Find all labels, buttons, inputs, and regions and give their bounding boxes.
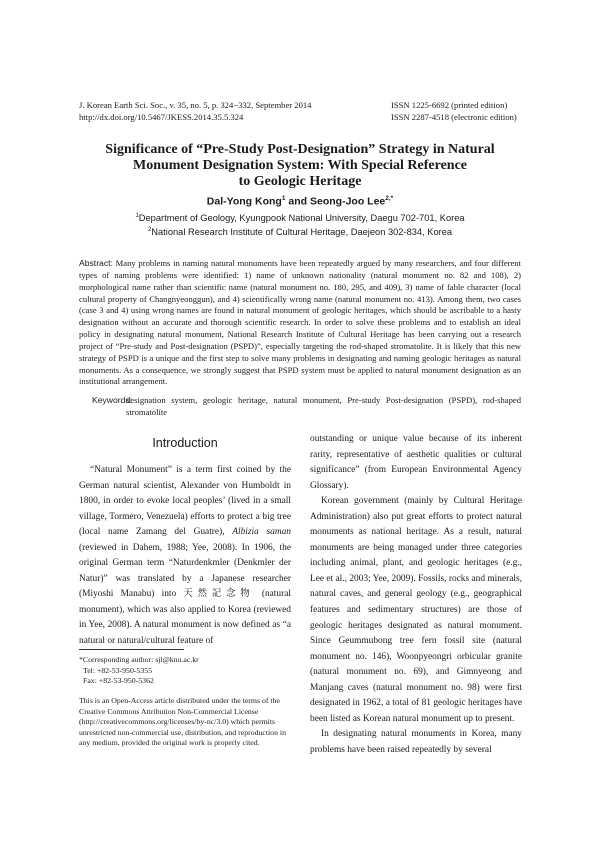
- affiliation-1-text: Department of Geology, Kyungpook National University, Daegu 702-701, Korea: [138, 213, 465, 224]
- journal-header: [79, 100, 311, 123]
- section-heading-introduction: Introduction: [152, 436, 218, 450]
- journal-citation: J. Korean Earth Sci. Soc., v. 35, no. 5, p. 324−332, September 2014: [79, 100, 312, 110]
- abstract-text: Many problems in naming natural monuments have been repeatedly argued by many researchers, and four different types of naming problems were identified: 1) name of unknown nationality (natural monument no. 82 and 108), 2) morphological name rather than scientific name (natural monument no. 180, 295, and 409), 3) name of fable character (local cultural property of Changnyeonggun), and 4) scientifically wrong name (natural monument no. 413). Among them, two cases (case 3 and 4) using wrong names are found in natural monument of geologic heritages, which should be ascribable to a hasty designation without an accurate and thorough scientific research. In order to solve these problems and to establish an ideal policy in designating natural monument, National Research Institute of Cultural Heritage has been carrying out a research project of “Pre-study and Post-designation (PSPD)”, especially targeting the rod-shaped stromatolite. It is likely that this new strategy of PSPD is a unique and the first step to solve many problems in designating and naming geologic heritages as natural monuments. As a consequence, we strongly suggest that PSPD system must be applied to natural monument designation as an institutional arrangement.: [79, 258, 521, 387]
- intro-p1-part-a: “Natural Monument” is a term first coined by the German natural scientist, Alexander von Humboldt in 1800, in order to evoke local peoples’ (lived in a small village, Tormero, Venezuela) efforts to protect a big tree (local name Zamang del Guatre),: [79, 465, 291, 538]
- author-conjunction: and: [285, 195, 310, 208]
- issn-electronic: ISSN 2287-4518 (electronic edition): [391, 111, 517, 122]
- author-2-affil: 2,*: [385, 195, 394, 202]
- intro-paragraph-3: In designating natural monuments in Korea, many problems have been raised repeatedly by several: [310, 729, 522, 755]
- corresponding-tel: Tel: +82-53-950-5355: [83, 665, 153, 675]
- right-column: [310, 432, 522, 758]
- title-line-3: to Geologic Heritage: [238, 174, 362, 189]
- keywords-text: designation system, geologic heritage, natural monument, Pre-study Post-designation (PSPD), rod-shaped stromatolite: [126, 395, 521, 417]
- intro-paragraph-1-continued: outstanding or unique value because of its inherent rarity, representative of aesthetic qualities or cultural significance” (from European Environmental Agency Glossary).: [310, 434, 522, 491]
- issn-header: [391, 100, 517, 123]
- left-column: [79, 432, 291, 650]
- abstract-label: Abstract:: [79, 258, 113, 268]
- affiliation-1: [60, 211, 540, 225]
- corresponding-email[interactable]: *Corresponding author: sjl@knu.ac.kr: [79, 655, 199, 664]
- author-1: Dal-Yong Kong: [206, 195, 282, 208]
- author-2: Seong-Joo Lee: [309, 195, 386, 208]
- affiliations: [60, 211, 540, 238]
- keywords: [92, 395, 521, 417]
- affiliation-2-text: National Research Institute of Cultural Heritage, Daejeon 302-834, Korea: [151, 226, 453, 237]
- title-line-1: Significance of “Pre-Study Post-Designation” Strategy in Natural: [105, 142, 495, 157]
- keywords-label: Keywords:: [92, 395, 133, 405]
- corresponding-author-note: [79, 655, 291, 687]
- intro-paragraph-1: [79, 463, 291, 650]
- paper-title: [60, 142, 540, 190]
- affiliation-1-mark: 1: [135, 213, 139, 219]
- license-note: This is an Open-Access article distributed under the terms of the Creative Commons Attribution Non-Commercial License (http://creativecommons.org/licenses/by-nc/3.0) which permits unrestricted non-commercial use, distribution, and reproduction in any medium, provided the original work is properly cited.: [79, 696, 286, 748]
- doi-link[interactable]: http://dx.doi.org/10.5467/JKESS.2014.35.5.324: [79, 111, 244, 122]
- intro-paragraph-2: Korean government (mainly by Cultural Heritage Administration) also put great efforts to protect natural monuments as national heritage. As a result, natural monuments are being managed under three categories including animal, plant, and geologic heritages (e.g., Lee et al., 2003; Yee, 2009). Fossils, rocks and minerals, natural caves, and general geology (e.g., geographical features and sedimentary structures) are those of geologic heritages designated as natural monument. Since Geummubong tree fern fossil site (natural monument no. 146), Woonpyeongri orbicular granite (natural monument no. 69), and Gimnyeong and Manjang caves (natural monument no. 98) were first designated in 1962, a total of 81 geologic heritages have been listed as Korean natural monument up to present.: [310, 496, 522, 724]
- affiliation-2: [60, 225, 540, 239]
- issn-print: ISSN 1225-6692 (printed edition): [391, 100, 508, 110]
- corresponding-fax: Fax: +82-53-950-5362: [83, 676, 154, 686]
- author-list: [60, 195, 540, 208]
- title-line-2: Monument Designation System: With Special Reference: [132, 158, 468, 173]
- affiliation-2-mark: 2: [147, 226, 152, 233]
- footnote-divider: [79, 649, 184, 650]
- abstract: [79, 258, 521, 388]
- author-1-affil: 1: [281, 195, 286, 202]
- species-name: Albizia saman: [232, 527, 291, 538]
- intro-p1-part-b: (reviewed in Dahem, 1988; Yee, 2008). In 1906, the original German term “Naturdenkmler (Denkmler der Natur)” was translated by a Japanese researcher (Miyoshi Manabu) into 天然記念物 (natural monument), which was also applied to Korea (reviewed in Yee, 2008). A natural monument is now defined as “a natural or natural/cultural feature of: [79, 542, 291, 647]
